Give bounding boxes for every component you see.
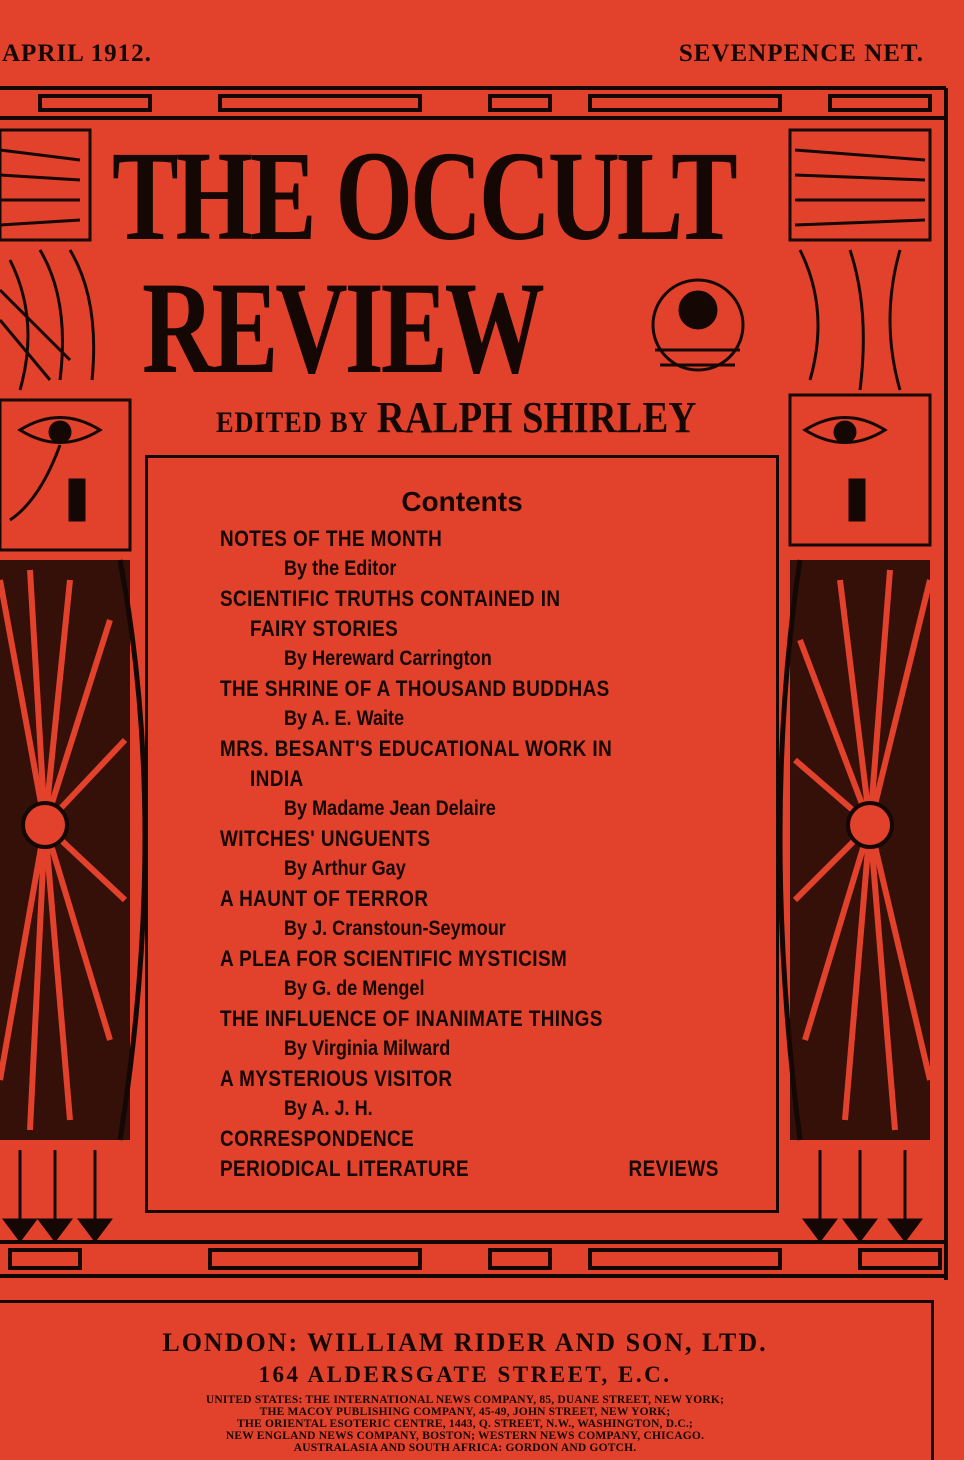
- agent-line: NEW ENGLAND NEWS COMPANY, BOSTON; WESTERN NEWS COMPANY, CHICAGO.: [225, 1430, 705, 1442]
- contents-item: INDIA: [250, 766, 304, 791]
- contents-item: MRS. BESANT'S EDUCATIONAL WORK IN: [220, 736, 613, 761]
- publisher-name: LONDON: WILLIAM RIDER AND SON, LTD.: [162, 1328, 768, 1357]
- contents-box: [145, 455, 779, 1213]
- issue-date: APRIL 1912.: [2, 40, 152, 67]
- agent-line: THE MACOY PUBLISHING COMPANY, 45-49, JOHN STREET, NEW YORK;: [259, 1406, 671, 1418]
- publisher-address: 164 ALDERSGATE STREET, E.C.: [258, 1362, 672, 1387]
- contents-item: A HAUNT OF TERROR: [220, 886, 429, 911]
- contents-item: WITCHES' UNGUENTS: [220, 826, 431, 851]
- contents-author: By A. J. H.: [284, 1097, 373, 1120]
- left-ornament: [0, 130, 130, 550]
- contents-author: By G. de Mengel: [284, 977, 425, 1000]
- masthead-title-line1: THE OCCULT: [112, 125, 735, 267]
- edited-by-label: EDITED BY: [216, 406, 369, 439]
- contents-author: By Arthur Gay: [284, 857, 406, 880]
- contents-item: A PLEA FOR SCIENTIFIC MYSTICISM: [220, 946, 568, 971]
- contents-item: NOTES OF THE MONTH: [220, 526, 443, 551]
- left-wheel: [0, 560, 145, 1140]
- contents-item: FAIRY STORIES: [250, 616, 399, 641]
- price: SEVENPENCE NET.: [678, 40, 924, 67]
- editor-credit: [216, 392, 696, 443]
- contents-item: REVIEWS: [628, 1156, 719, 1181]
- contents-author: By Madame Jean Delaire: [284, 797, 496, 820]
- contents-list: [220, 524, 719, 1184]
- contents-item: A MYSTERIOUS VISITOR: [220, 1066, 453, 1091]
- contents-author: By the Editor: [284, 557, 397, 580]
- right-wheel: [780, 560, 930, 1140]
- contents-author: By A. E. Waite: [284, 707, 405, 730]
- contents-item: CORRESPONDENCE: [220, 1126, 415, 1151]
- masthead-title-line2: REVIEW: [142, 254, 542, 401]
- agent-line: THE ORIENTAL ESOTERIC CENTRE, 1443, Q. STREET, N.W., WASHINGTON, D.C.;: [237, 1418, 693, 1430]
- contents-item: THE SHRINE OF A THOUSAND BUDDHAS: [220, 676, 610, 701]
- agent-line: AUSTRALASIA AND SOUTH AFRICA: GORDON AND GOTCH.: [293, 1442, 637, 1454]
- contents-author: By Hereward Carrington: [284, 647, 492, 670]
- contents-author: By J. Cranstoun-Seymour: [284, 917, 506, 940]
- contents-author: By Virginia Milward: [284, 1037, 451, 1060]
- contents-item: PERIODICAL LITERATURE: [220, 1156, 470, 1181]
- contents-last-row: [220, 1154, 719, 1184]
- editor-name: RALPH SHIRLEY: [376, 393, 697, 442]
- contents-heading: Contents: [401, 486, 523, 517]
- contents-item: THE INFLUENCE OF INANIMATE THINGS: [220, 1006, 603, 1031]
- agent-line: UNITED STATES: THE INTERNATIONAL NEWS COMPANY, 85, DUANE STREET, NEW YORK;: [205, 1394, 725, 1406]
- contents-item: SCIENTIFIC TRUTHS CONTAINED IN: [220, 586, 561, 611]
